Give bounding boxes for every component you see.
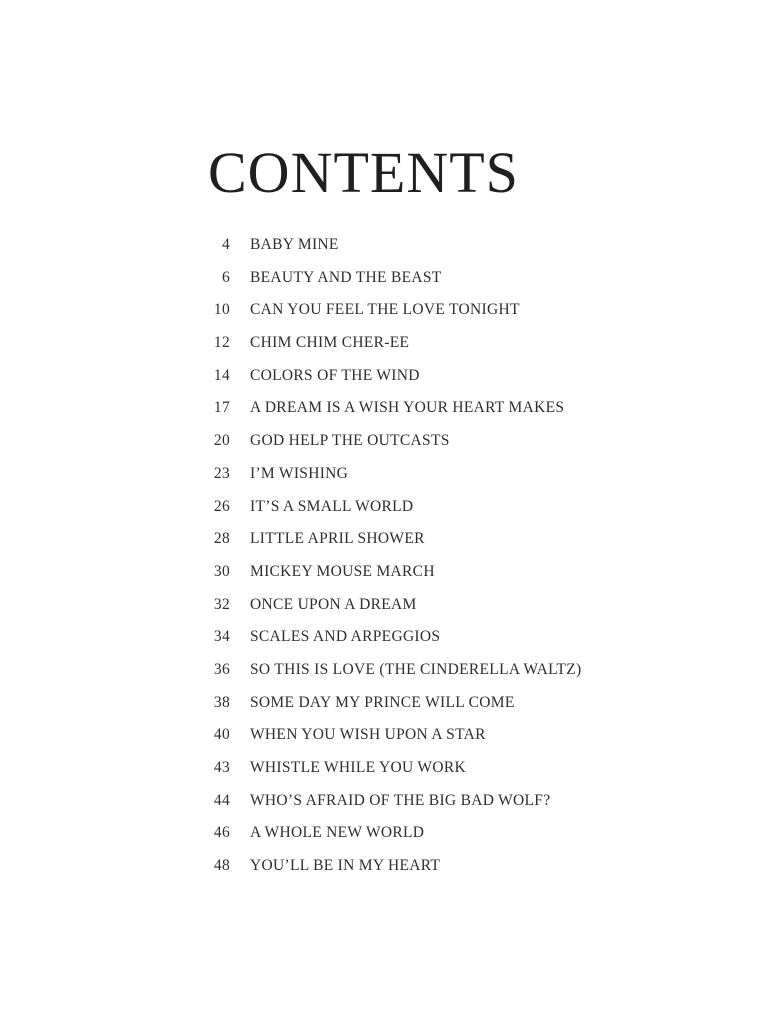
toc-page-number: 30 [213,562,230,580]
toc-entry [190,367,581,400]
toc-page-number: 4 [221,236,230,253]
toc-entry [190,759,581,792]
toc-entry [190,792,581,825]
toc-page-number: 20 [213,432,230,450]
toc-entry [190,726,581,759]
toc-page-number: 10 [213,301,230,319]
toc-page-number: 6 [221,268,230,286]
toc-entry [190,628,581,661]
toc-entry [190,857,581,890]
toc-page-number: 23 [213,464,230,482]
toc-page-number: 38 [213,693,230,711]
toc-page-number: 28 [213,530,230,548]
toc-song-title: SO THIS IS LOVE (THE CINDERELLA WALTZ) [250,660,582,678]
toc-page-number: 40 [213,726,230,744]
toc-song-title: GOD HELP THE OUTCASTS [250,432,450,450]
toc-page-number: 32 [213,595,230,613]
toc-page-number: 12 [213,334,230,352]
toc-page-number: 17 [213,399,230,417]
toc-song-title: IT’S A SMALL WORLD [250,497,414,515]
toc-entry [190,661,581,694]
toc-song-title: BEAUTY AND THE BEAST [250,268,442,286]
page-title: CONTENTS [208,140,519,205]
toc-song-title: ONCE UPON A DREAM [250,595,417,613]
toc-page-number: 43 [213,759,230,776]
toc-song-title: WHISTLE WHILE YOU WORK [250,759,466,776]
toc-song-title: A DREAM IS A WISH YOUR HEART MAKES [250,399,565,417]
toc-song-title: I’M WISHING [250,464,349,482]
toc-entry [190,563,581,596]
toc-song-title: A WHOLE NEW WORLD [250,824,425,842]
toc-song-title: BABY MINE [250,236,339,253]
toc-song-title: CAN YOU FEEL THE LOVE TONIGHT [250,301,520,319]
toc-page-number: 48 [213,857,230,875]
toc-entry [190,432,581,465]
toc-entry [190,399,581,432]
toc-page-number: 34 [213,628,230,646]
toc-song-title: MICKEY MOUSE MARCH [250,562,435,580]
toc-entry [190,236,581,269]
toc-page-number: 36 [213,660,230,678]
toc-page-number: 14 [213,366,230,384]
toc-entry [190,596,581,629]
toc-song-title: LITTLE APRIL SHOWER [250,530,425,548]
toc-song-title: WHO’S AFRAID OF THE BIG BAD WOLF? [250,791,551,809]
toc-song-title: COLORS OF THE WIND [250,366,420,384]
toc-entry [190,334,581,367]
table-of-contents [190,236,581,890]
toc-page-number: 26 [213,497,230,515]
toc-entry [190,301,581,334]
toc-page-number: 44 [213,791,230,809]
toc-song-title: CHIM CHIM CHER-EE [250,334,410,352]
toc-entry [190,530,581,563]
toc-song-title: WHEN YOU WISH UPON A STAR [250,726,486,744]
toc-song-title: SOME DAY MY PRINCE WILL COME [250,693,515,711]
toc-entry [190,498,581,531]
toc-song-title: SCALES AND ARPEGGIOS [250,628,441,646]
toc-song-title: YOU’LL BE IN MY HEART [250,857,441,875]
toc-entry [190,824,581,857]
toc-entry [190,269,581,302]
toc-entry [190,694,581,727]
toc-page-number: 46 [213,824,230,842]
toc-entry [190,465,581,498]
